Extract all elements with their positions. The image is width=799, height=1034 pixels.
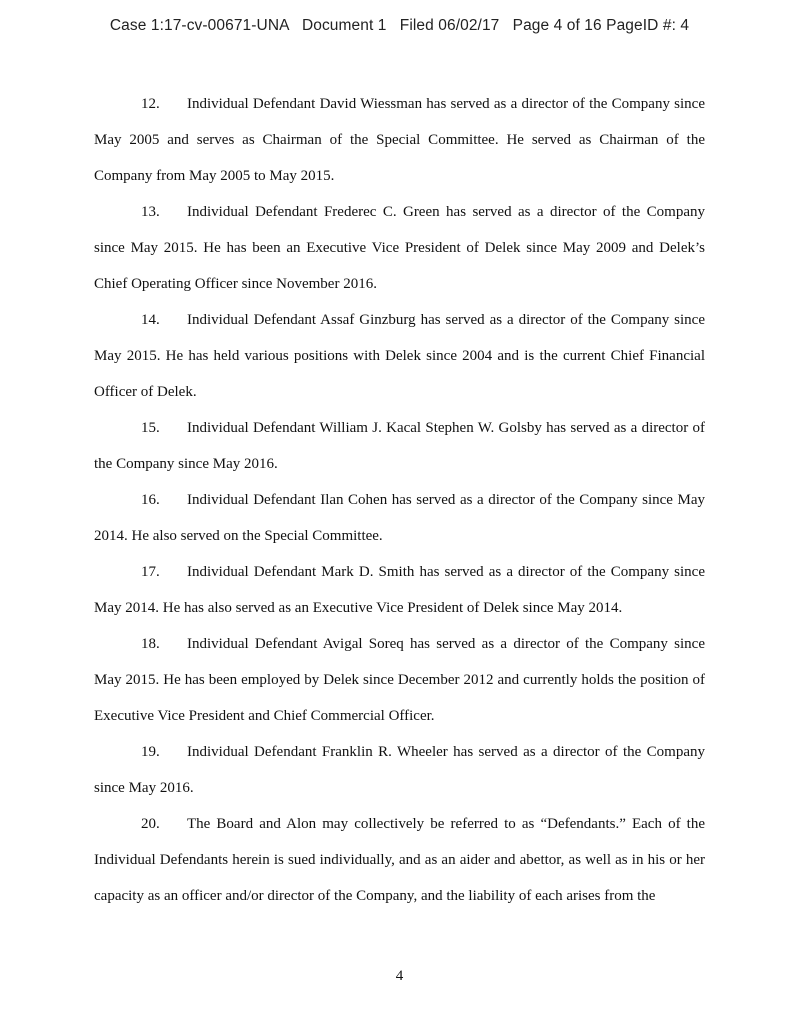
paragraph-19 [94,734,705,806]
paragraph-17 [94,554,705,626]
paragraph-12 [94,86,705,194]
paragraph-18 [94,626,705,734]
paragraph-15 [94,410,705,482]
paragraph-number: 12. [141,96,160,112]
paragraph-number: 18. [141,636,160,652]
paragraph-13 [94,194,705,302]
paragraph-number: 16. [141,492,160,508]
paragraph-text: Individual Defendant William J. Kacal Stephen W. Golsby has served as a director of the Company since May 2016. [94,420,705,472]
paragraph-20 [94,806,705,914]
page-header [0,17,799,35]
document-number: Document 1 [301,17,387,34]
paragraph-number: 13. [141,204,160,220]
paragraph-number: 17. [141,564,160,580]
paragraph-number: 14. [141,312,160,328]
paragraph-text: Individual Defendant Avigal Soreq has served as a director of the Company since May 2015. He has been employed by Delek since December 2012 and currently holds the position of Executive Vice President and Chief Commercial Officer. [94,636,705,724]
paragraph-text: Individual Defendant Franklin R. Wheeler has served as a director of the Company since May 2016. [94,744,705,796]
page-id: Page 4 of 16 PageID #: 4 [512,17,690,34]
document-body [94,86,705,914]
paragraph-14 [94,302,705,410]
filed-date: Filed 06/02/17 [399,17,500,34]
case-number: Case 1:17-cv-00671-UNA [109,17,289,34]
paragraph-number: 19. [141,744,160,760]
paragraph-text: Individual Defendant Ilan Cohen has served as a director of the Company since May 2014. He also served on the Special Committee. [94,492,705,544]
paragraph-text: Individual Defendant Mark D. Smith has served as a director of the Company since May 2014. He has also served as an Executive Vice President of Delek since May 2014. [94,564,705,616]
paragraph-text: The Board and Alon may collectively be referred to as “Defendants.” Each of the Individual Defendants herein is sued individually, and as an aider and abettor, as well as in his or her capacity as an officer and/or director of the Company, and the liability of each arises from the [94,816,705,904]
paragraph-text: Individual Defendant Assaf Ginzburg has served as a director of the Company since May 2015. He has held various positions with Delek since 2004 and is the current Chief Financial Officer of Delek. [94,312,705,400]
paragraph-text: Individual Defendant David Wiessman has served as a director of the Company since May 2005 and serves as Chairman of the Special Committee. He served as Chairman of the Company from May 2005 to May 2015. [94,96,705,184]
paragraph-text: Individual Defendant Frederec C. Green has served as a director of the Company since May 2015. He has been an Executive Vice President of Delek since May 2009 and Delek’s Chief Operating Officer since November 2016. [94,204,705,292]
page-number: 4 [395,968,404,984]
paragraph-number: 20. [141,816,160,832]
paragraph-number: 15. [141,420,160,436]
paragraph-16 [94,482,705,554]
